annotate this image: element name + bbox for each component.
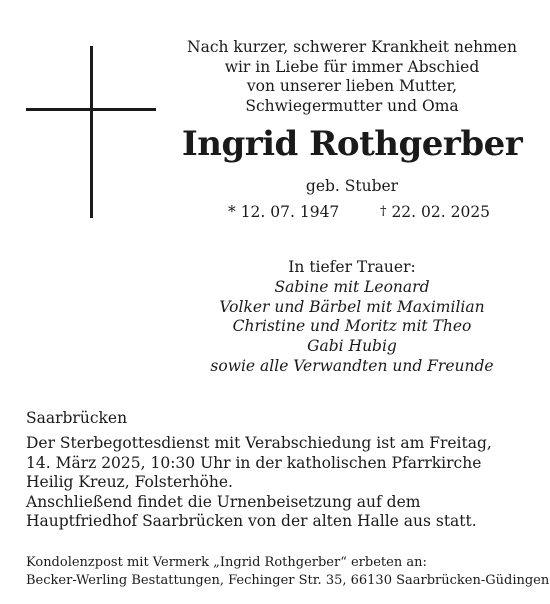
intro-line: Nach kurzer, schwerer Krankheit nehmen (187, 38, 517, 56)
intro-line: Schwiegermutter und Oma (245, 96, 459, 115)
intro-line: von unserer lieben Mutter, (246, 77, 458, 95)
service-info (26, 434, 492, 532)
service-line: Hauptfriedhof Saarbrücken von der alten Halle aus statt. (26, 512, 477, 530)
birth-symbol: * (228, 203, 236, 221)
intro-line: wir in Liebe für immer Abschied (224, 57, 480, 76)
service-line: Der Sterbegottesdienst mit Verabschiedung ist am Freitag, (26, 434, 492, 452)
condolence-line: Becker-Werling Bestattungen, Fechinger Str. 35, 66130 Saarbrücken-Güdingen (26, 572, 550, 588)
mourner-name: Christine und Moritz mit Theo (232, 317, 472, 336)
service-line: 14. März 2025, 10:30 Uhr in der katholischen Pfarrkirche (26, 453, 482, 472)
birth-date-line (228, 203, 339, 221)
deceased-name: Ingrid Rothgerber (181, 124, 523, 164)
mourner-name: Gabi Hubig (307, 337, 397, 356)
mourner-name: Volker und Bärbel mit Maximilian (219, 297, 485, 316)
mourners-block (152, 258, 550, 377)
dagger-icon: † (380, 204, 387, 219)
place-name: Saarbrücken (26, 409, 128, 427)
death-date-line (380, 203, 490, 221)
cross-vertical-bar (90, 46, 93, 218)
mourner-name: Sabine mit Leonard (274, 277, 430, 296)
cross-horizontal-bar (26, 108, 156, 111)
mourner-name: sowie alle Verwandten und Freunde (210, 356, 494, 375)
intro-text (152, 38, 550, 116)
service-line: Anschließend findet die Urnenbeisetzung auf dem (26, 492, 421, 511)
condolence-line: Kondolenzpost mit Vermerk „Ingrid Rothgerber“ erbeten an: (26, 555, 427, 570)
maiden-name: geb. Stuber (305, 177, 399, 195)
birth-date: 12. 07. 1947 (240, 203, 340, 221)
service-line: Heilig Kreuz, Folsterhöhe. (26, 473, 233, 491)
condolence-info (26, 554, 549, 589)
death-date: 22. 02. 2025 (391, 203, 491, 221)
mourners-heading: In tiefer Trauer: (288, 258, 416, 276)
